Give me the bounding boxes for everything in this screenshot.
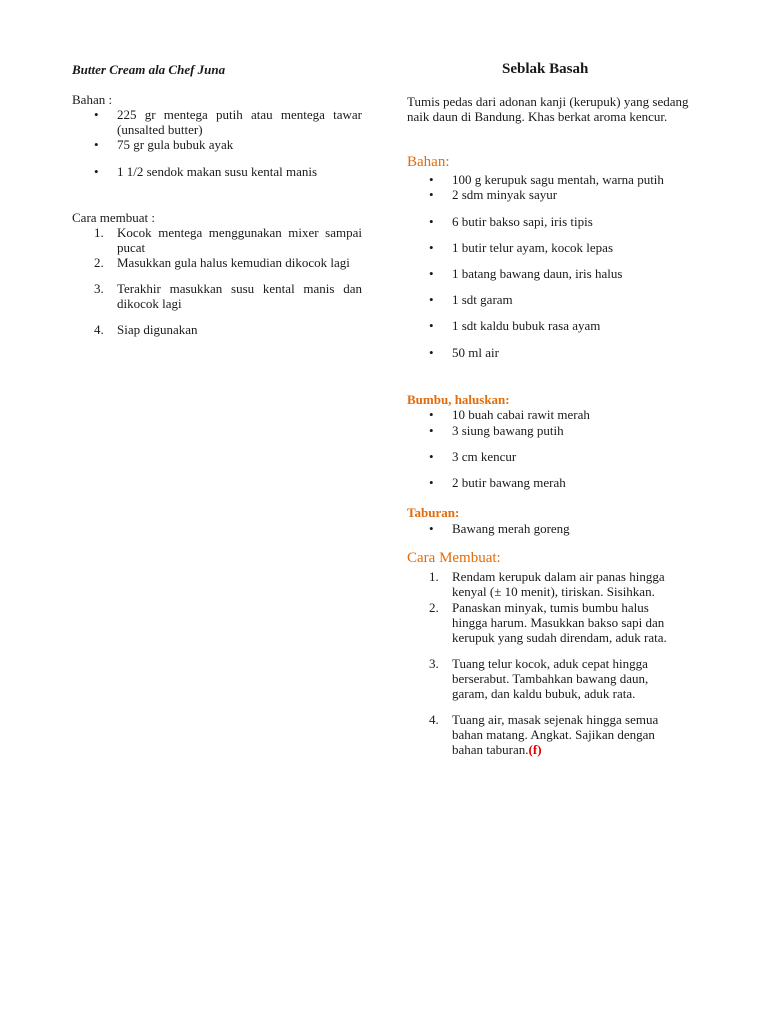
list-item: • 1 sdt kaldu bubuk rasa ayam xyxy=(429,318,601,333)
list-item: • 1 1/2 sendok makan susu kental manis xyxy=(94,164,318,179)
list-item: 3. Terakhir masukkan susu kental manis dan dikocok lagi xyxy=(94,281,362,311)
bullet-icon: • xyxy=(429,407,434,422)
list-item: • 75 gr gula bubuk ayak xyxy=(94,137,234,152)
list-item: • 2 sdm minyak sayur xyxy=(429,187,558,202)
list-item: 1. Rendam kerupuk dalam air panas hingga kenyal (± 10 menit), tiriskan. Sisihkan. xyxy=(429,569,665,599)
spice-heading: Bumbu, haluskan: xyxy=(407,392,510,407)
bullet-icon: • xyxy=(429,187,434,202)
bullet-icon: • xyxy=(429,345,434,360)
method-list xyxy=(407,569,667,757)
recipe-intro: Tumis pedas dari adonan kanji (kerupuk) yang sedang naik daun di Bandung. Khas berkat aroma kencur. xyxy=(407,94,689,124)
bullet-icon: • xyxy=(429,214,434,229)
list-item: • 3 siung bawang putih xyxy=(429,423,564,438)
method-section xyxy=(72,210,362,337)
ingredients-heading: Bahan: xyxy=(407,154,450,170)
bullet-icon: • xyxy=(94,137,99,152)
ingredients-list xyxy=(407,172,697,360)
bullet-icon: • xyxy=(429,423,434,438)
ingredients-section xyxy=(72,92,362,179)
bullet-icon: • xyxy=(429,449,434,464)
list-item: • 3 cm kencur xyxy=(429,449,517,464)
list-item: 2. Masukkan gula halus kemudian dikocok lagi xyxy=(94,255,350,270)
list-item: • 225 gr mentega putih atau mentega tawar (unsalted butter) xyxy=(94,107,362,137)
end-mark: (f) xyxy=(528,742,542,757)
bullet-icon: • xyxy=(429,240,434,255)
topping-heading: Taburan: xyxy=(407,505,460,520)
list-item: • 10 buah cabai rawit merah xyxy=(429,407,590,422)
bullet-icon: • xyxy=(94,107,99,122)
list-item: • 2 butir bawang merah xyxy=(429,475,566,490)
bullet-icon: • xyxy=(429,266,434,281)
list-item: • 1 butir telur ayam, kocok lepas xyxy=(429,240,614,255)
bullet-icon: • xyxy=(429,521,434,536)
bullet-icon: • xyxy=(429,172,434,187)
topping-list xyxy=(407,521,697,536)
method-label: Cara membuat : xyxy=(72,210,156,225)
method-list xyxy=(72,225,362,337)
ingredients-list xyxy=(72,107,362,179)
list-item: • 1 batang bawang daun, iris halus xyxy=(429,266,623,281)
ingredients-label: Bahan : xyxy=(72,92,113,107)
recipe-title: Seblak Basah xyxy=(502,61,589,77)
list-item: • 100 g kerupuk sagu mentah, warna putih xyxy=(429,172,664,187)
method-heading: Cara Membuat: xyxy=(407,550,501,566)
list-item: 3. Tuang telur kocok, aduk cepat hingga berserabut. Tambahkan bawang daun, garam, dan kaldu bubuk, aduk rata. xyxy=(429,656,649,701)
bullet-icon: • xyxy=(429,475,434,490)
spice-list xyxy=(407,407,697,490)
bullet-icon: • xyxy=(429,292,434,307)
list-item: 1. Kocok mentega menggunakan mixer sampai pucat xyxy=(94,225,362,255)
list-item: • Bawang merah goreng xyxy=(429,521,570,536)
list-item: 4. Siap digunakan xyxy=(94,322,198,337)
recipe-title: Butter Cream ala Chef Juna xyxy=(72,62,226,77)
bullet-icon: • xyxy=(429,318,434,333)
bullet-icon: • xyxy=(94,164,99,179)
list-item: 2. Panaskan minyak, tumis bumbu halus hingga harum. Masukkan bakso sapi dan kerupuk yang sudah direndam, aduk rata. xyxy=(429,600,667,645)
list-item: • 1 sdt garam xyxy=(429,292,513,307)
list-item: 4. Tuang air, masak sejenak hingga semua bahan matang. Angkat. Sajikan dengan bahan taburan.(f) xyxy=(429,712,659,757)
list-item: • 6 butir bakso sapi, iris tipis xyxy=(429,214,593,229)
list-item: • 50 ml air xyxy=(429,345,499,360)
